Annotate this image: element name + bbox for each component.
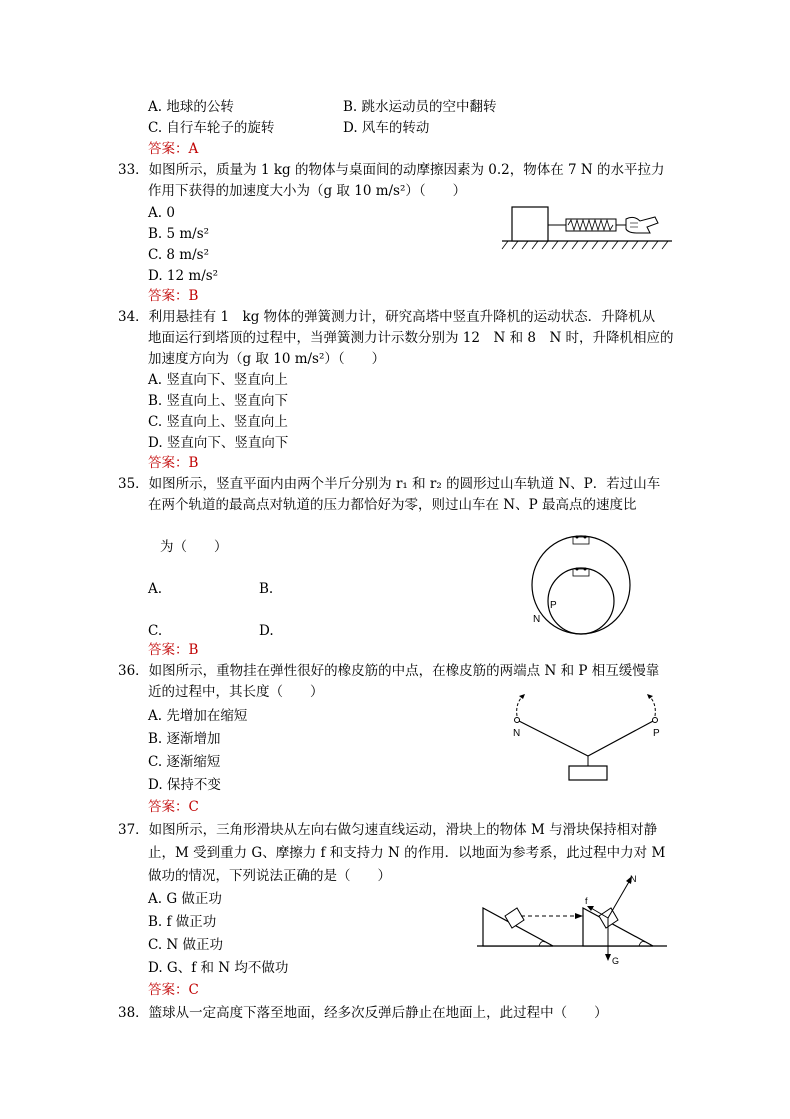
q34-option-d: D. 竖直向下、竖直向下: [148, 435, 289, 451]
q34-option-b: B. 竖直向上、竖直向下: [148, 393, 289, 409]
q32-option-c: C. 自行车轮子的旋转: [148, 120, 275, 136]
q35-label-n: N: [533, 614, 541, 625]
q36-label-n: N: [513, 728, 521, 739]
q37-option-d: D. G、f 和 N 均不做功: [148, 960, 289, 976]
q32-option-a: A. 地球的公转: [148, 99, 234, 115]
q35-option-a: A.: [148, 581, 163, 597]
q32-answer: 答案：A: [148, 141, 199, 157]
q35-answer: 答案：B: [148, 642, 199, 658]
q36-stem-line2: 近的过程中，其长度（ ）: [148, 684, 324, 700]
q36-option-c: C. 逐渐缩短: [148, 754, 221, 770]
q37-option-a: A. G 做正功: [148, 891, 222, 907]
q37-option-c: C. N 做正功: [148, 937, 224, 953]
q33-stem-line1: 33．如图所示，质量为 1 kg 的物体与桌面间的动摩擦因素为 0.2，物体在 7 N 的水平拉力: [118, 162, 665, 178]
q36-option-b: B. 逐渐增加: [148, 731, 221, 747]
q37-label-n: N: [630, 874, 637, 884]
q35-stem-line3: 为（ ）: [160, 539, 228, 555]
q35-label-p: P: [550, 600, 557, 611]
q33-figure-block-spring-hand: [500, 203, 675, 255]
q34-option-c: C. 竖直向上、竖直向上: [148, 414, 288, 430]
q33-option-d: D. 12 m/s²: [148, 268, 219, 284]
q35-stem-line2: 在两个轨道的最高点对轨道的压力都恰好为零，则过山车在 N、P 最高点的速度比: [148, 497, 637, 513]
q35-option-c: C.: [148, 623, 163, 639]
q35-option-d: D.: [259, 623, 274, 639]
q37-figure-sliding-wedge: [475, 868, 670, 968]
q38-stem-line1: 38．篮球从一定高度下落至地面，经多次反弹后静止在地面上，此过程中（ ）: [118, 1005, 608, 1021]
q32-option-d: D. 风车的转动: [343, 120, 430, 136]
q36-option-d: D. 保持不变: [148, 777, 221, 793]
q32-option-b: B. 跳水运动员的空中翻转: [343, 99, 497, 115]
q35-figure-loop-tracks: [526, 532, 636, 638]
q33-stem-line2: 作用下获得的加速度大小为（g 取 10 m/s²）（ ）: [148, 183, 467, 199]
q35-stem-line1: 35．如图所示，竖直平面内由两个半斤分别为 r₁ 和 r₂ 的圆形过山车轨道 N、P．若过山车: [118, 476, 661, 492]
q37-label-g: G: [612, 956, 620, 966]
q37-stem-line3: 做功的情况，下列说法正确的是（ ）: [148, 868, 391, 884]
q37-label-f: f: [585, 896, 588, 906]
q34-stem-line3: 加速度方向为（g 取 10 m/s²）（ ）: [148, 351, 386, 367]
q36-figure-rubber-band: [505, 688, 670, 788]
q35-option-b: B.: [259, 581, 274, 597]
q34-stem-line2: 地面运行到塔顶的过程中，当弹簧测力计示数分别为 12 N 和 8 N 时，升降机相应的: [148, 330, 674, 346]
q34-answer: 答案：B: [148, 455, 199, 471]
q34-stem-line1: 34．利用悬挂有 1 kg 物体的弹簧测力计，研究高塔中竖直升降机的运动状态．升降机从: [118, 309, 656, 325]
q33-option-b: B. 5 m/s²: [148, 226, 210, 242]
q34-option-a: A. 竖直向下、竖直向上: [148, 372, 288, 388]
q37-answer: 答案：C: [148, 982, 199, 998]
q36-option-a: A. 先增加在缩短: [148, 708, 248, 724]
q33-option-c: C. 8 m/s²: [148, 247, 210, 263]
q36-answer: 答案：C: [148, 799, 199, 815]
q37-stem-line2: 止，M 受到重力 G、摩擦力 f 和支持力 N 的作用．以地面为参考系，此过程中力对 M: [148, 845, 666, 861]
q33-option-a: A. 0: [148, 205, 175, 221]
q33-answer: 答案：B: [148, 288, 199, 304]
q37-option-b: B. f 做正功: [148, 914, 217, 930]
q37-stem-line1: 37．如图所示，三角形滑块从左向右做匀速直线运动，滑块上的物体 M 与滑块保持相对静: [118, 822, 658, 838]
q36-stem-line1: 36．如图所示，重物挂在弹性很好的橡皮筋的中点，在橡皮筋的两端点 N 和 P 相互缓慢靠: [118, 663, 660, 679]
q36-label-p: P: [653, 728, 660, 739]
